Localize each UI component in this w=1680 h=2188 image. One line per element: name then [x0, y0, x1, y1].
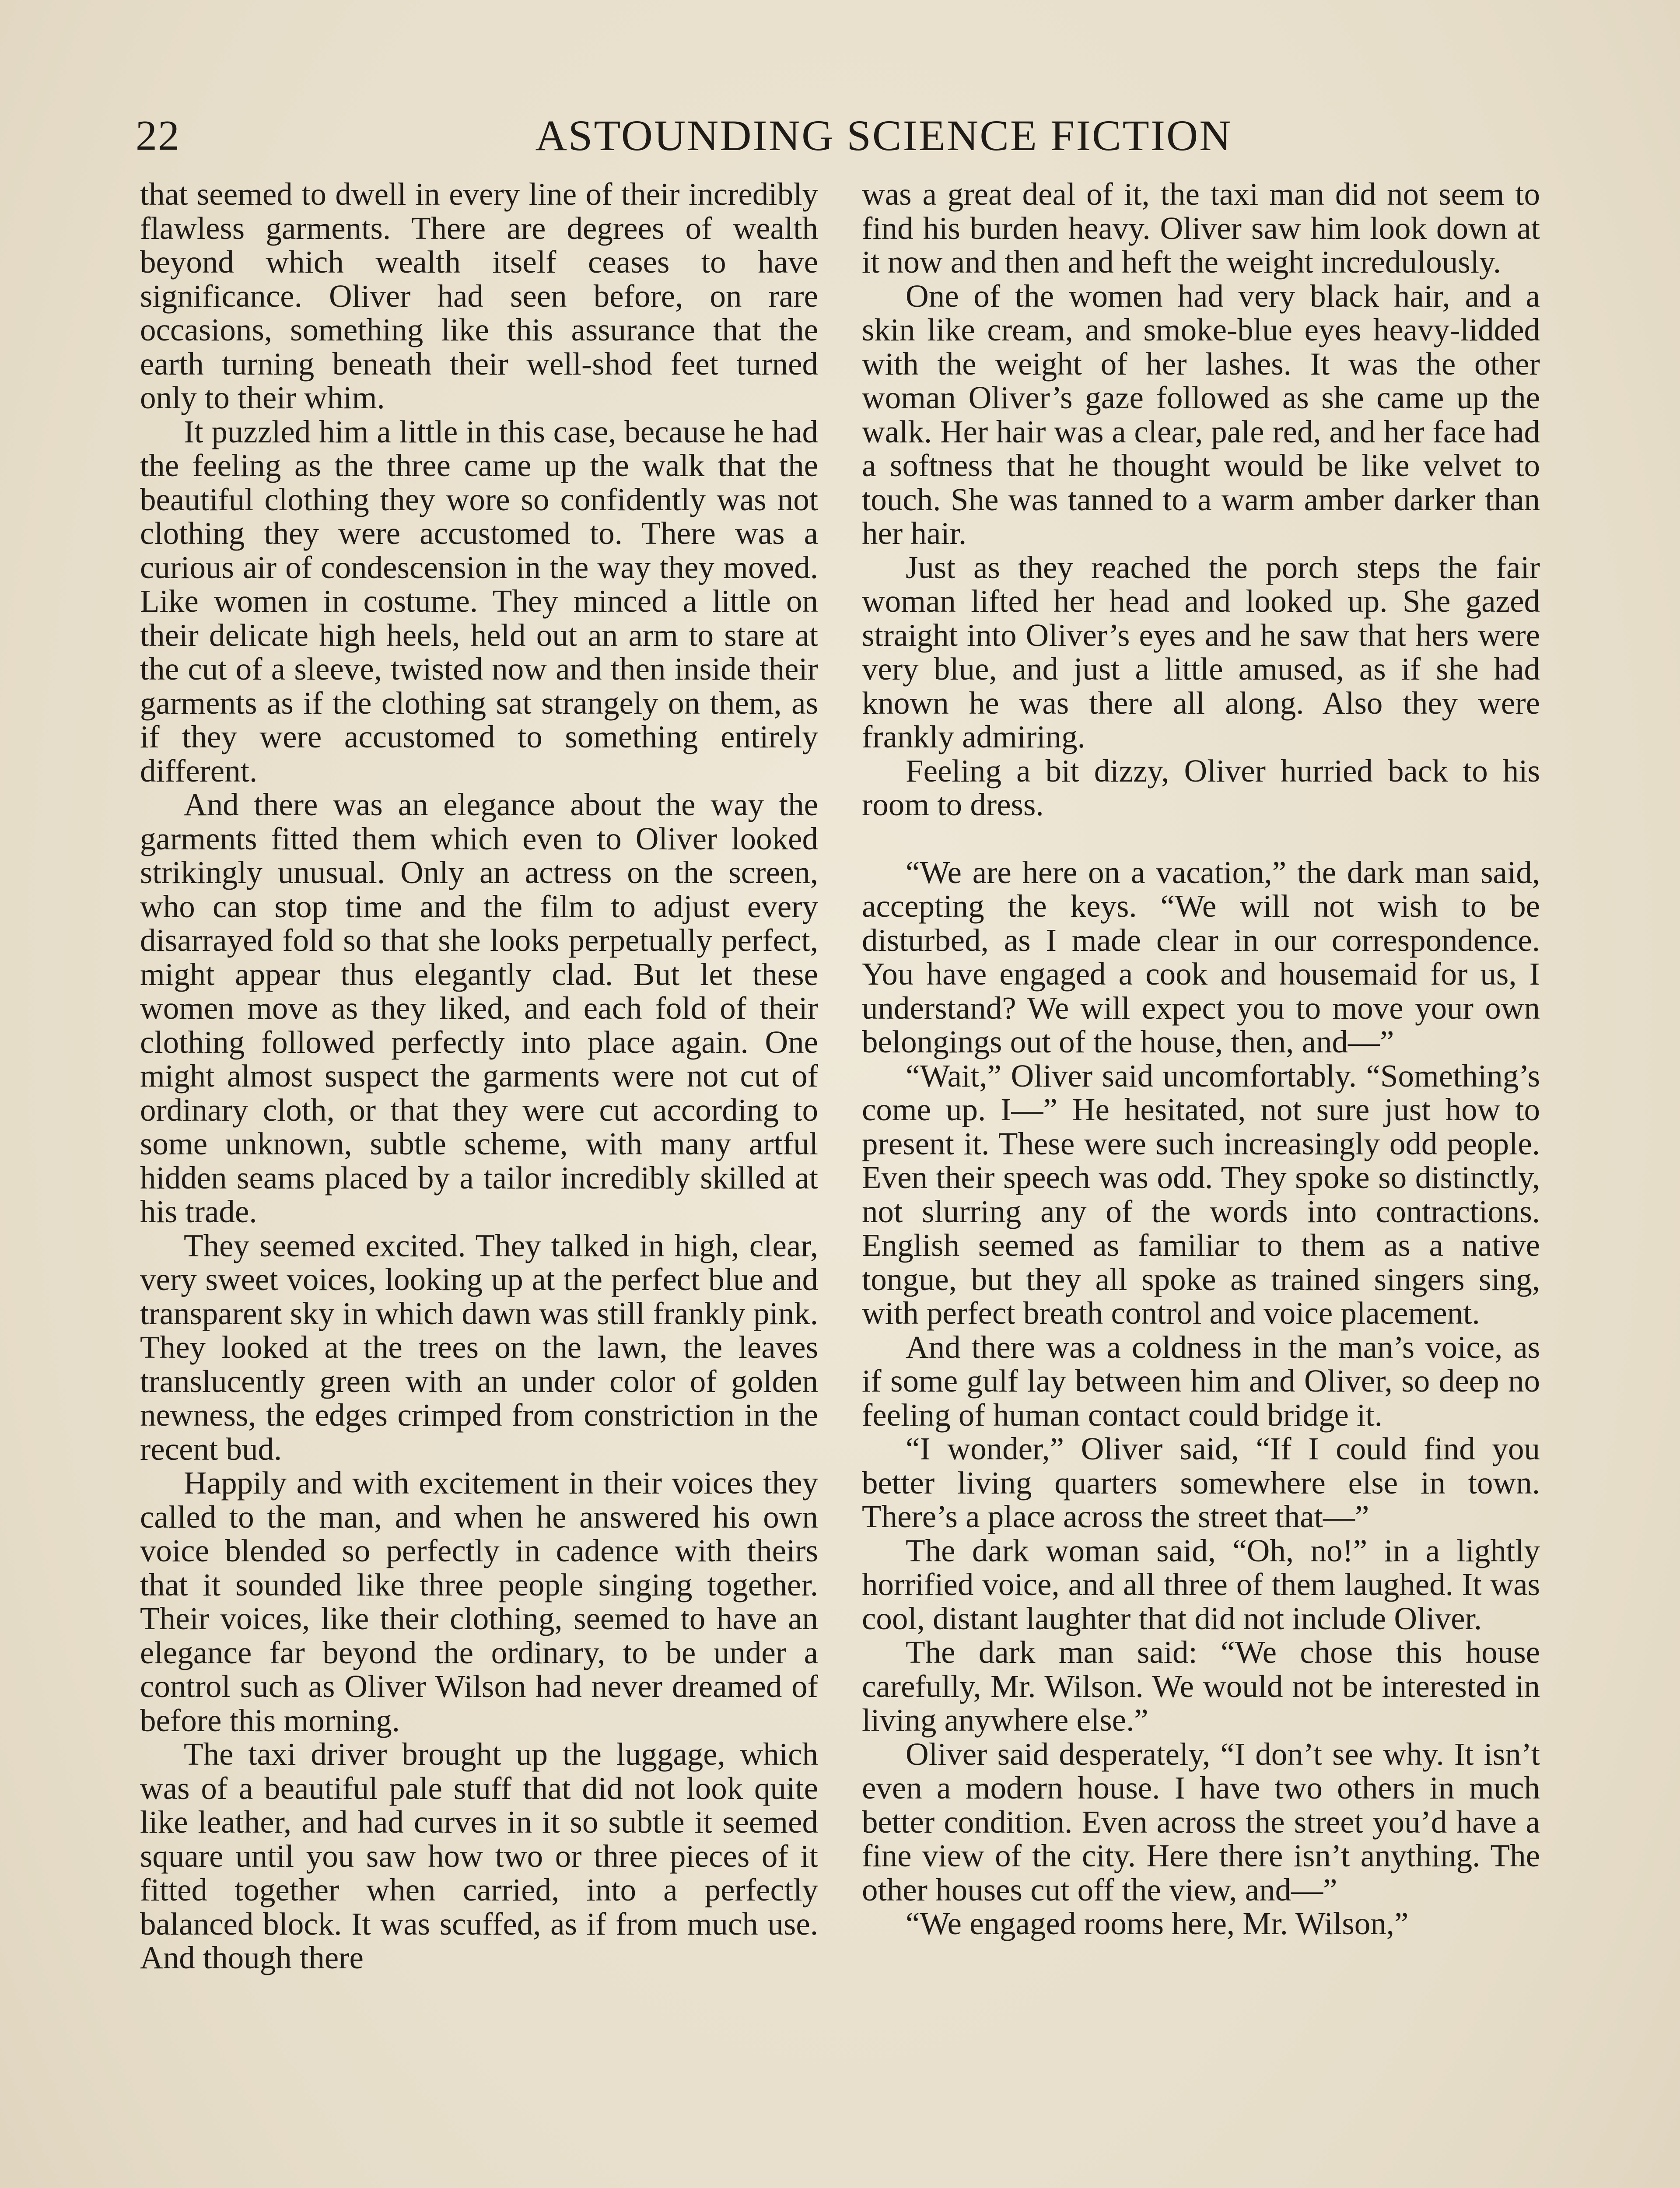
- paragraph: One of the women had very black hair, and a skin like cream, and smoke-blue eyes heavy-lidded with the weight of her lashes. It was the other woman Oliver’s gaze followed as she came up the walk. Her hair was a clear, pale red, and her face had a softness that he thought would be like velvet to touch. She was tanned to a warm amber darker than her hair.: [862, 278, 1540, 551]
- paragraph: The taxi driver brought up the luggage, which was of a beautiful pale stuff that did not look quite like leather, and had curves in it so subtle it seemed square until you saw how two or three pieces of it fitted together when carried, into a perfectly balanced block. It was scuffed, as if from much use. And though there: [140, 1736, 818, 1975]
- paragraph: Happily and with excitement in their voices they called to the man, and when he answered his own voice blended so perfectly in cadence with theirs that it sounded like three people singing together. Their voices, like their clothing, seemed to have an elegance far beyond the ordinary, to be under a control such as Oliver Wilson had never dreamed of before this morning.: [140, 1465, 818, 1738]
- paragraph: And there was a coldness in the man’s voice, as if some gulf lay between him and Oliver, so deep no feeling of human contact could bridge it.: [862, 1329, 1540, 1433]
- paragraph: Oliver said desperately, “I don’t see why. It isn’t even a modern house. I have two others in much better condition. Even across the street you’d have a fine view of the city. Here there isn’t anything. The other houses cut off the view, and—”: [862, 1736, 1540, 1907]
- paragraph: “We engaged rooms here, Mr. Wilson,”: [906, 1906, 1409, 1941]
- paragraph: “Wait,” Oliver said uncomfortably. “Something’s come up. I—” He hesitated, not sure just how to present it. These were such increasingly odd people. Even their speech was odd. They spoke so distinctly, not slurring any of the words into contractions. English seemed as familiar to them as a native tongue, but they all spoke as trained singers sing, with perfect breath control and voice placement.: [862, 1058, 1540, 1331]
- paragraph: The dark man said: “We chose this house carefully, Mr. Wilson. We would not be interested in living anywhere else.”: [862, 1634, 1540, 1738]
- paragraph: It puzzled him a little in this case, because he had the feeling as the three came up the walk that the beautiful clothing they wore so confidently was not clothing they were accustomed to. There was a curious air of condescension in the way they moved. Like women in costume. They minced a little on their delicate high heels, held out an arm to stare at the cut of a sleeve, twisted now and then inside their garments as if the clothing sat strangely on them, as if they were accustomed to something entirely different.: [140, 414, 818, 789]
- left-column: [140, 177, 818, 2188]
- paragraph: The dark woman said, “Oh, no!” in a lightly horrified voice, and all three of them laughed. It was cool, distant laughter that did not include Oliver.: [862, 1532, 1540, 1636]
- page-number: 22: [136, 112, 180, 159]
- running-title: ASTOUNDING SCIENCE FICTION: [535, 111, 1232, 160]
- page-header: [136, 103, 1553, 168]
- paragraph: “I wonder,” Oliver said, “If I could find you better living quarters somewhere else in town. There’s a place across the street that—”: [862, 1431, 1540, 1534]
- paragraph: And there was an elegance about the way the garments fitted them which even to Oliver looked strikingly unusual. Only an actress on the screen, who can stop time and the film to adjust every disarrayed fold so that she looks perpetually perfect, might appear thus elegantly clad. But let these women move as they liked, and each fold of their clothing followed perfectly into place again. One might almost suspect the garments were not cut of ordinary cloth, or that they were cut according to some unknown, subtle scheme, with many artful hidden seams placed by a tailor incredibly skilled at his trade.: [140, 787, 818, 1229]
- paragraph: They seemed excited. They talked in high, clear, very sweet voices, looking up at the perfect blue and transparent sky in which dawn was still frankly pink. They looked at the trees on the lawn, the leaves translucently green with an under color of golden newness, the edges crimped from constriction in the recent bud.: [140, 1227, 818, 1467]
- text-columns: [140, 177, 1540, 2188]
- paragraph: that seemed to dwell in every line of their incredibly flawless garments. There are degrees of wealth beyond which wealth itself ceases to have significance. Oliver had seen before, on rare occasions, something like this assurance that the earth turning beneath their well-shod feet turned only to their whim.: [140, 177, 818, 415]
- paragraph: “We are here on a vacation,” the dark man said, accepting the keys. “We will not wish to be disturbed, as I made clear in our correspondence. You have engaged a cook and housemaid for us, I understand? We will expect you to move your own belongings out of the house, then, and—”: [862, 854, 1540, 1059]
- paragraph: Feeling a bit dizzy, Oliver hurried back to his room to dress.: [862, 753, 1540, 822]
- right-column: [862, 177, 1540, 2188]
- paragraph: Just as they reached the porch steps the fair woman lifted her head and looked up. She gazed straight into Oliver’s eyes and he saw that hers were very blue, and just a little amused, as if she had known he was there all along. Also they were frankly admiring.: [862, 549, 1540, 754]
- paragraph: was a great deal of it, the taxi man did not seem to find his burden heavy. Oliver saw him look down at it now and then and heft the weight incredulously.: [862, 177, 1540, 280]
